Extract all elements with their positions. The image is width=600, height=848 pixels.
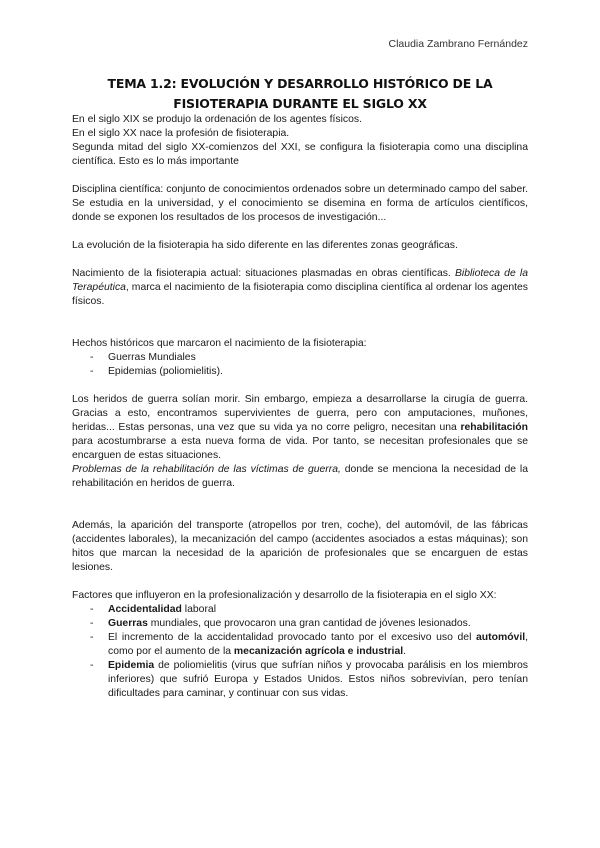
factores-list bbox=[72, 603, 528, 701]
page-title: TEMA 1.2: EVOLUCIÓN Y DESARROLLO HISTÓRICO DE LA FISIOTERAPIA DURANTE EL SIGLO XX bbox=[107, 76, 493, 111]
list-item: - El incremento de la accidentalidad provocado tanto por el excesivo uso del automóvil, como por el aumento de la mecanización agrícola e industrial. bbox=[72, 631, 528, 659]
list-item: - Guerras mundiales, que provocaron una gran cantidad de jóvenes lesionados. bbox=[72, 617, 528, 631]
list-item: - Accidentalidad laboral bbox=[72, 603, 528, 617]
document-body bbox=[72, 113, 528, 701]
intro-line-2: En el siglo XX nace la profesión de fisioterapia. bbox=[72, 128, 290, 139]
book-title: Biblioteca de la Terapéutica bbox=[72, 268, 528, 293]
emphasis: rehabilitación bbox=[460, 422, 528, 433]
problemas-paragraph: Problemas de la rehabilitación de las víctimas de guerra, donde se menciona la necesidad de la rehabilitación en heridos de guerra. bbox=[72, 464, 529, 489]
intro-line-3: Segunda mitad del siglo XX-comienzos del XXI, se configura la fisioterapia como una disciplina científica. Esto es lo más importante bbox=[72, 142, 528, 167]
list-item: - Guerras Mundiales bbox=[72, 351, 528, 365]
evolucion-paragraph: La evolución de la fisioterapia ha sido diferente en las diferentes zonas geográficas. bbox=[72, 240, 458, 251]
hechos-list bbox=[72, 351, 528, 379]
ademas-paragraph: Además, la aparición del transporte (atropellos por tren, coche), del automóvil, de las fábricas (accidentes laborales), la mecanización del campo (accidentes asociados a estas máquinas); son hitos que marcan la necesidad de la aparición de profesionales que se encarguen de estas lesiones. bbox=[72, 520, 528, 573]
factores-heading: Factores que influyeron en la profesionalización y desarrollo de la fisioterapia en el siglo XX: bbox=[72, 590, 497, 601]
list-item: - Epidemias (poliomielitis). bbox=[72, 365, 528, 379]
disciplina-paragraph: Disciplina científica: conjunto de conocimientos ordenados sobre un determinado campo del saber. Se estudia en la universidad, y el conocimiento se disemina en forma de artículos científicos, donde se exponen los resultados de los procesos de investigación... bbox=[72, 184, 528, 223]
author-name: Claudia Zambrano Fernández bbox=[388, 38, 528, 50]
list-item: - Epidemia de poliomielitis (virus que sufrían niños y provocaba parálisis en los miembros inferiores) que sufrió Europa y Estados Unidos. Estos niños sobrevivían, pero tenían dificultades para caminar, y continuar con sus vidas. bbox=[72, 659, 528, 701]
heridos-paragraph: Los heridos de guerra solían morir. Sin embargo, empieza a desarrollarse la cirugía de guerra. Gracias a esto, encontramos supervivientes de guerra, pero con amputaciones, muñones, heridas... Estas personas, una vez que su vida ya no corre peligro, necesitan una rehabilitación para acostumbrarse a esta nueva forma de vida. Por tanto, se necesitan profesionales que se encarguen de estas situaciones. bbox=[72, 394, 528, 461]
nacimiento-paragraph: Nacimiento de la fisioterapia actual: situaciones plasmadas en obras científicas. Biblioteca de la Terapéutica, marca el nacimiento de la fisioterapia como disciplina científica al ordenar los agentes físicos. bbox=[72, 268, 528, 307]
hechos-heading: Hechos históricos que marcaron el nacimiento de la fisioterapia: bbox=[72, 338, 367, 349]
work-title: Problemas de la rehabilitación de las víctimas de guerra, bbox=[72, 464, 341, 475]
intro-line-1: En el siglo XIX se produjo la ordenación de los agentes físicos. bbox=[72, 114, 362, 125]
